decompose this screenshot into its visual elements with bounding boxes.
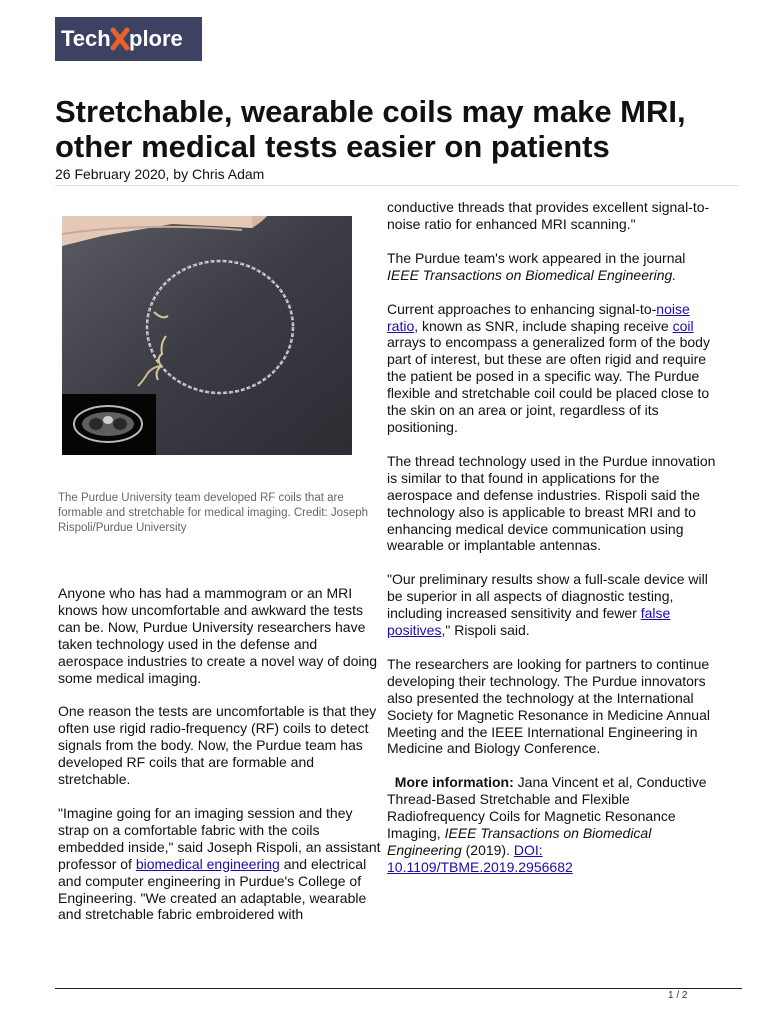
techxplore-logo-mark: [61, 24, 197, 54]
coil-photo-illustration: [62, 216, 352, 455]
text-span: arrays to encompass a generalized form of the body part of interest, but these are often rigid and require the patient be posed in a specific way. The Purdue flexible and stretchable coil could be placed close to the skin on an area or joint, regardless of its positioning.: [387, 334, 710, 435]
paragraph: Anyone who has had a mammogram or an MRI knows how uncomfortable and awkward the tests can be. Now, Purdue University researchers have taken technology used in the defense and aerospace industries to create a novel way of doing some medical imaging.: [58, 585, 378, 686]
footer-divider: [55, 988, 742, 989]
article-photo[interactable]: [62, 216, 352, 455]
link-doi[interactable]: DOI: 10.1109/TBME.2019.2956682: [387, 842, 573, 875]
photo-caption: The Purdue University team developed RF coils that are formable and stretchable for medical imaging. Credit: Joseph Rispoli/Purdue University: [58, 492, 369, 534]
journal-name: IEEE Transactions on Biomedical Engineering: [387, 825, 652, 858]
text-span: Current approaches to enhancing signal-to-: [387, 300, 657, 317]
techxplore-logo[interactable]: [55, 17, 202, 61]
svg-text:plore: plore: [128, 26, 183, 51]
paragraph: conductive threads that provides excellent signal-to-noise ratio for enhanced MRI scanning.": [387, 199, 710, 232]
paragraph: The researchers are looking for partners to continue developing their technology. The Purdue innovators also presented the technology at the International Society for Magnetic Resonance in Medicine Annual Meeting and the IEEE International Engineering in Medicine and Biology Conference.: [387, 655, 710, 757]
text-span: The Purdue team's work appeared in the journal: [387, 249, 686, 266]
text-span: ," Rispoli said.: [441, 622, 530, 639]
link-biomedical-engineering[interactable]: biomedical engineering: [135, 855, 280, 872]
text-span: "Our preliminary results show a full-scale device will be superior in all aspects of diagnostic testing, including increased sensitivity and fewer: [387, 571, 708, 622]
text-span: (2019).: [461, 842, 514, 858]
header-divider: [55, 185, 739, 186]
paragraph: [387, 571, 717, 639]
paragraph: One reason the tests are uncomfortable is that they often use rigid radio-frequency (RF) coils to detect signals from the body. Now, the Purdue team has developed RF coils that are formable and stretchable.: [58, 703, 377, 788]
article-title: Stretchable, wearable coils may make MRI, other medical tests easier on patients: [55, 94, 686, 164]
more-information: [387, 774, 717, 875]
link-noise-ratio[interactable]: noise ratio: [387, 300, 690, 334]
article-body-left-column: [58, 585, 384, 940]
link-false-positives[interactable]: false positives: [387, 605, 671, 639]
text-span: "Imagine going for an imaging session and they strap on a comfortable fabric with the coils embedded inside," said Joseph Rispoli, an assistant professor of: [58, 804, 381, 872]
more-information-label: More information:: [394, 774, 514, 791]
paragraph: [387, 301, 717, 436]
page-number: 1 / 2: [668, 990, 688, 1001]
paragraph: [58, 805, 384, 923]
text-span: , known as SNR, include shaping receive: [414, 317, 673, 334]
text-span: and electrical and computer engineering in Purdue's College of Engineering. "We created an adaptable, wearable and stretchable fabric embroidered with: [58, 855, 367, 923]
journal-name: IEEE Transactions on Biomedical Engineering.: [387, 266, 677, 283]
svg-text:Tech: Tech: [60, 26, 111, 51]
article-body-right-column: [387, 199, 717, 893]
text-span: Jana Vincent et al, Conductive Thread-Based Stretchable and Flexible Radiofrequency Coils for Magnetic Resonance Imaging,: [387, 774, 707, 842]
link-coil[interactable]: coil: [672, 317, 694, 334]
paragraph: [387, 250, 717, 284]
paragraph: The thread technology used in the Purdue innovation is similar to that found in applications for the aerospace and defense industries. Rispoli said the technology also is applicable to breast MRI and to enhancing medical device communication using wearable or implantable antennas.: [387, 452, 716, 554]
article-byline: 26 February 2020, by Chris Adam: [55, 166, 265, 182]
